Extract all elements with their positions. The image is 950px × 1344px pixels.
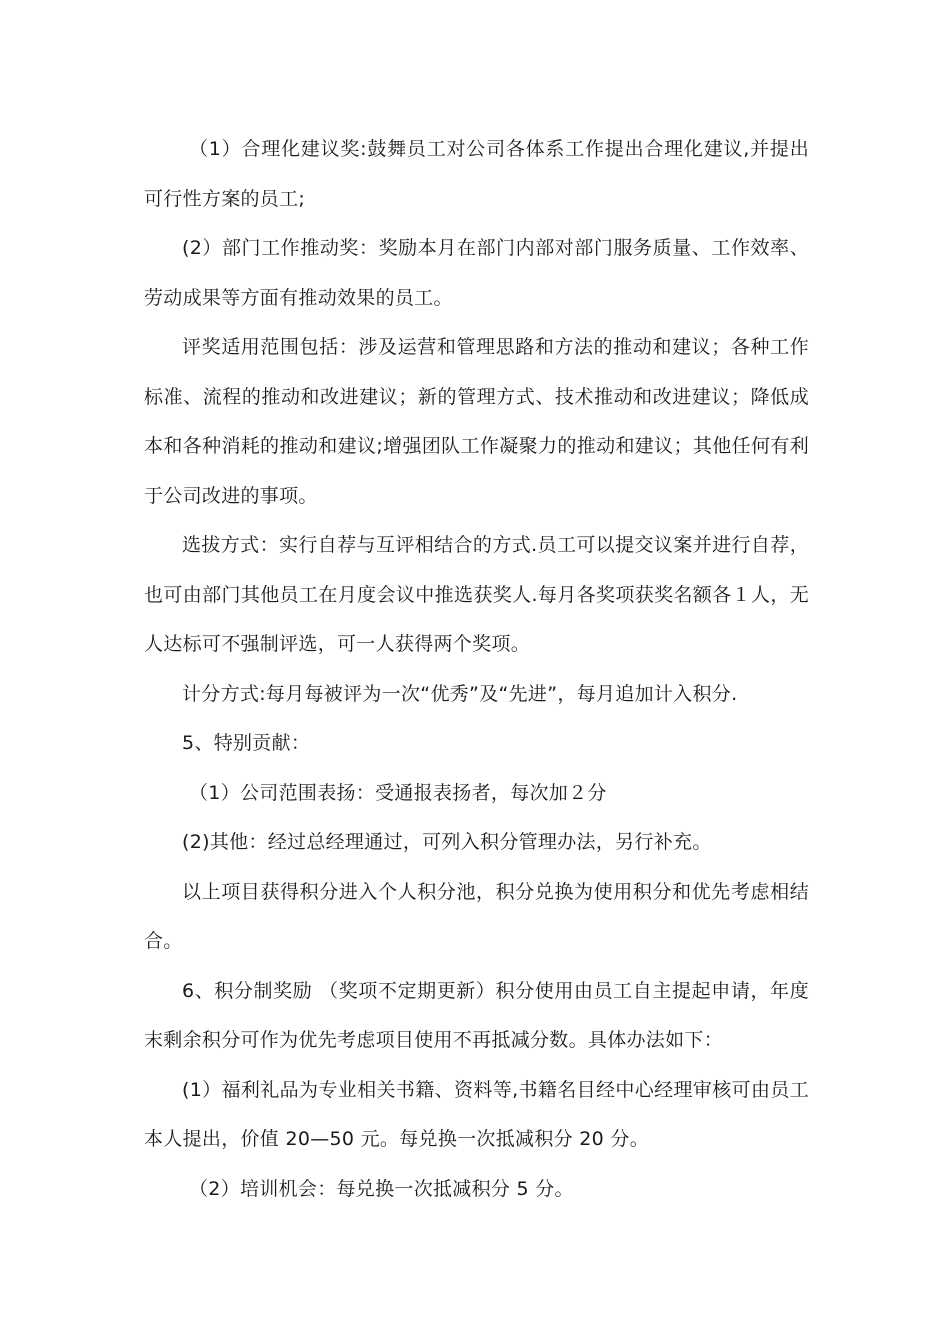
paragraph-welfare-gifts: (1）福利礼品为专业相关书籍、资料等,书籍名目经中心经理审核可由员工本人提出，价值 20—50 元。每兑换一次抵减积分 20 分。 xyxy=(144,1078,809,1150)
paragraph-training-opportunity: （2）培训机会：每兑换一次抵减积分 5 分。 xyxy=(189,1177,574,1200)
paragraph-award-scope: 评奖适用范围包括：涉及运营和管理思路和方法的推动和建议；各种工作标准、流程的推动和改进建议；新的管理方式、技术推动和改进建议；降低成本和各种消耗的推动和建议;增强团队工作凝聚力的推动和建议；其他任何有利于公司改进的事项。 xyxy=(144,336,809,507)
heading-special-contribution: 5、特别贡献： xyxy=(182,732,311,754)
paragraph-selection-method: 选拔方式：实行自荐与互评相结合的方式.员工可以提交议案并进行自荐，也可由部门其他员工在月度会议中推选获奖人.每月各奖项获奖名额各１人，无人达标可不强制评选，可一人获得两个奖项。 xyxy=(144,534,809,655)
paragraph-scoring-method: 计分方式:每月每被评为一次“优秀”及“先进”，每月追加计入积分. xyxy=(182,682,738,705)
paragraph-rationalization-award: （1）合理化建议奖:鼓舞员工对公司各体系工作提出合理化建议,并提出可行性方案的员工; xyxy=(144,138,809,210)
paragraph-other: (2)其他：经过总经理通过，可列入积分管理办法，另行补充。 xyxy=(182,831,712,853)
paragraph-company-praise: （1）公司范围表扬：受通报表扬者，每次加２分 xyxy=(189,781,607,804)
heading-points-rewards: 6、积分制奖励 （奖项不定期更新）积分使用由员工自主提起申请，年度末剩余积分可作为优先考虑项目使用不再抵减分数。具体办法如下： xyxy=(144,979,809,1051)
paragraph-department-award: (2）部门工作推动奖：奖励本月在部门内部对部门服务质量、工作效率、劳动成果等方面有推动效果的员工。 xyxy=(144,237,809,309)
document-body xyxy=(144,125,809,1214)
paragraph-points-pool: 以上项目获得积分进入个人积分池，积分兑换为使用积分和优先考虑相结合。 xyxy=(144,880,809,952)
